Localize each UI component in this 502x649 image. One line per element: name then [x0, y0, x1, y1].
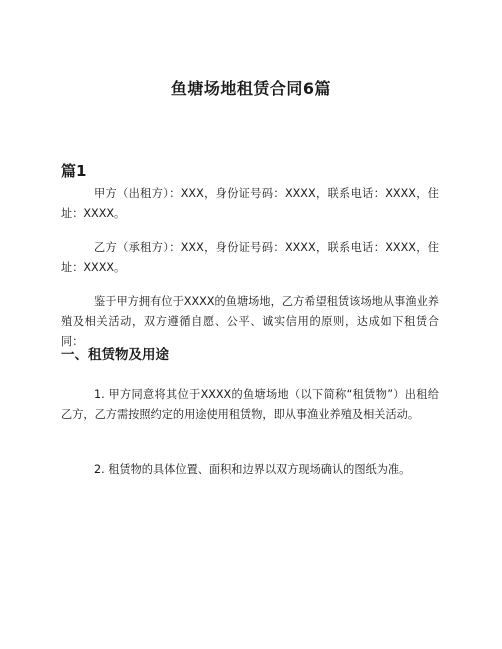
- clause-item-2: 2. 租赁物的具体位置、面积和边界以双方现场确认的图纸为准。: [94, 463, 411, 476]
- document-title: 鱼塘场地租赁合同6篇: [170, 79, 332, 98]
- clause-heading: 一、租赁物及用途: [61, 347, 169, 363]
- paragraph-party-a: 甲方（出租方）：XXX，身份证号码：XXXX，联系电话：XXXX，住址：XXXX。: [61, 187, 439, 220]
- clause-item-1: 1. 甲方同意将其位于XXXX的鱼塘场地（以下简称“租赁物”）出租给乙方，乙方需按照约定的用途使用租赁物，即从事渔业养殖及相关活动。: [61, 388, 439, 421]
- paragraph-party-b: 乙方（承租方）：XXX，身份证号码：XXXX，联系电话：XXXX，住址：XXXX。: [61, 241, 439, 274]
- section-heading: 篇1: [61, 162, 87, 180]
- paragraph-preamble: 鉴于甲方拥有位于XXXX的鱼塘场地，乙方希望租赁该场地从事渔业养殖及相关活动，双方遵循自愿、公平、诚实信用的原则，达成如下租赁合同：: [61, 295, 439, 348]
